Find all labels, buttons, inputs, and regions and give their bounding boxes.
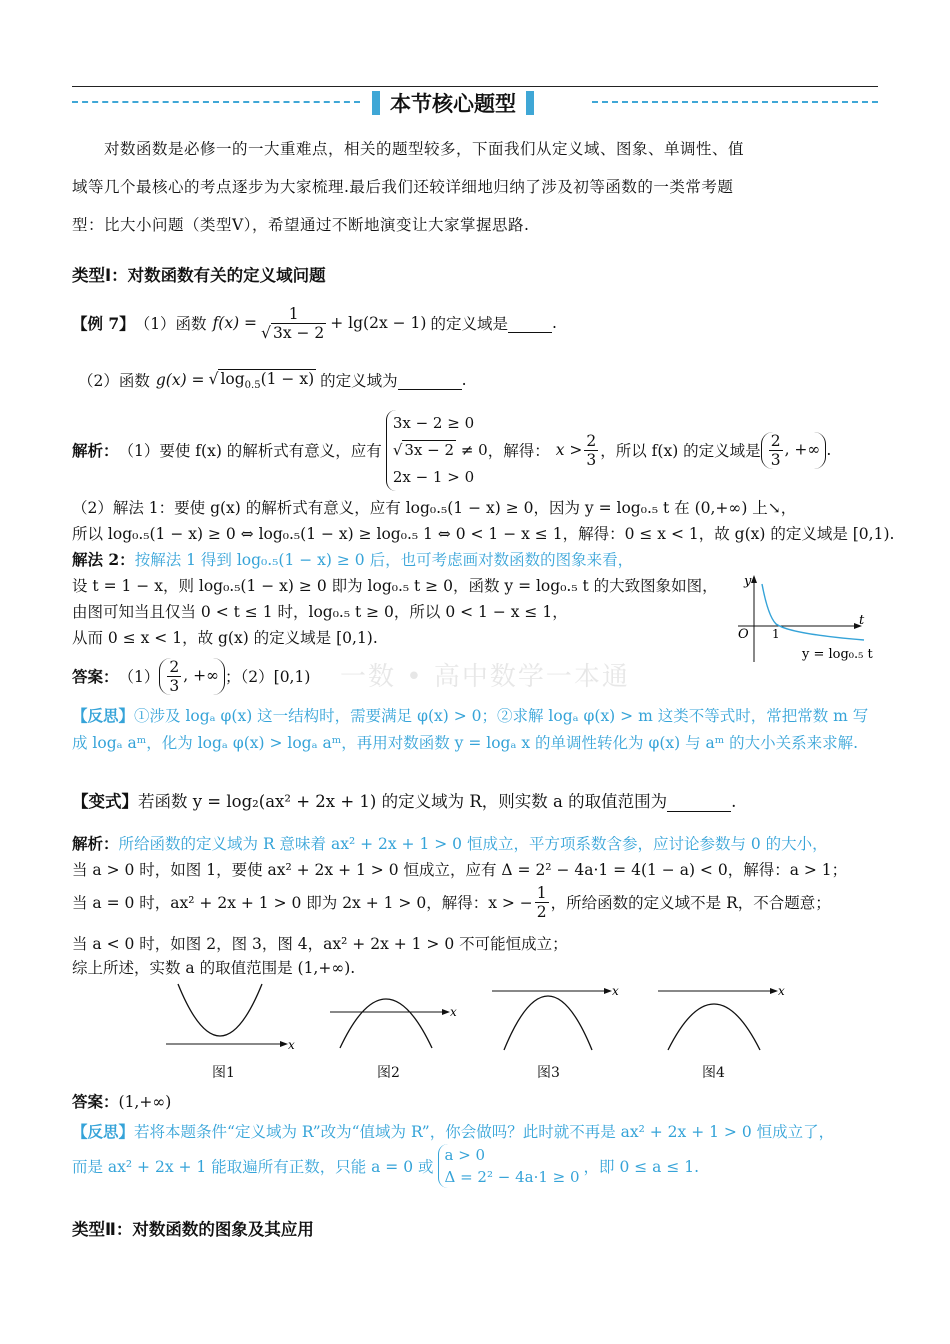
solution-label: 解析： — [72, 441, 119, 460]
answer-part-1-label: （1） — [118, 668, 160, 686]
example-part2-prefix: （2）函数 — [78, 372, 150, 390]
parabola-tangent — [504, 996, 592, 1050]
figure-2-caption: 图2 — [377, 1065, 400, 1081]
fraction-one-half: $\frac{1}{2}$ — [536, 883, 547, 921]
solution-2-line-5: 由图可知当且仅当 0 < t ≤ 1 时，log₀.₅ t ≥ 0，所以 0 < 1 − x ≤ 1， — [72, 603, 568, 621]
radicand: 3x − 2 — [272, 323, 325, 342]
fraction-two-thirds: $\frac{2}{3}$ — [586, 431, 597, 469]
domain-interval: $\frac{2}{3}$ , +∞ — [761, 432, 827, 469]
log-base: 0.5 — [244, 379, 261, 391]
solution-2-line-3 — [72, 548, 633, 570]
x-label: x — [450, 1005, 457, 1019]
method-2-hint: 按解法 1 得到 log₀.₅(1 − x) ≥ 0 后，也可考虑画对数函数的图象来看， — [134, 551, 634, 569]
parabola-below — [668, 1004, 760, 1050]
reflection-2-line-2: 而是 ax² + 2x + 1 能取遍所有正数，只能 a = 0 或 a > 0 Δ = 2² − 4a·1 ≥ 0 ，即 0 ≤ a ≤ 1. — [72, 1146, 700, 1186]
fraction-numerator: 1 — [288, 304, 299, 323]
intro-line-2: 域等几个最核心的考点逐步为大家梳理.最后我们还较详细地归纳了涉及初等函数的一类常考题 — [72, 178, 734, 196]
answer-interval: $\frac{2}{3}$ , +∞ — [159, 658, 225, 695]
figure-3-caption: 图3 — [537, 1065, 560, 1081]
example-label: 【例 7】 — [72, 314, 135, 333]
answer-part-2: ；（2）[0,1) — [225, 668, 311, 686]
reflection-1-line-2: 成 logₐ aᵐ，化为 logₐ φ(x) > logₐ aᵐ，再用对数函数 y = logₐ x 的单调性转化为 φ(x) 与 aᵐ 的大小关系来求解. — [72, 734, 859, 752]
intro-paragraph — [72, 130, 882, 244]
x-axis-arrow — [770, 988, 778, 994]
variant-solution-line-3: 当 a = 0 时，ax² + 2x + 1 > 0 即为 2x + 1 > 0，解得：x > − $\frac{1}{2}$ ，所给函数的定义域不是 R，不合题意； — [72, 883, 831, 921]
left-dashed-divider — [72, 101, 360, 103]
variant-solution-line-4: 当 a < 0 时，如图 2，图 3，图 4，ax² + 2x + 1 > 0 不可能恒成立； — [72, 935, 568, 953]
solution-2-line-2: 所以 log₀.₅(1 − x) ≥ 0 ⇔ log₀.₅(1 − x) ≥ log₀.₅ 1 ⇔ 0 < 1 − x ≤ 1，解得：0 ≤ x < 1，故 g(x) 的定义域是 [0,1). — [72, 525, 895, 543]
right-dashed-divider — [592, 101, 878, 103]
title-left-bar — [372, 91, 380, 115]
example-part1-suffix: 的定义域是 — [430, 315, 508, 333]
one-label: 1 — [772, 627, 780, 641]
x-label: x — [778, 984, 785, 998]
reflection-tag: 【反思】 — [72, 706, 135, 725]
answer-2-value: (1,+∞) — [118, 1093, 172, 1111]
fraction-denominator: √ 3x − 2 — [261, 323, 325, 342]
parabola-upward — [178, 984, 262, 1036]
x-label: x — [288, 1038, 295, 1052]
variant-text: 若函数 y = log₂(ax² + 2x + 1) 的定义域为 R，则实数 a 的取值范围为 — [138, 792, 668, 811]
x-axis-arrow — [280, 1041, 288, 1047]
answer-blank-2[interactable] — [398, 371, 462, 390]
reflection-2-line-1 — [72, 1120, 834, 1142]
answer-2-label: 答案： — [72, 1092, 119, 1111]
solution-part-1 — [72, 410, 831, 490]
function-f: f(x) = — [212, 314, 258, 332]
condition-2: √ 3x − 2 ≠ 0 — [392, 440, 488, 459]
figure-2 — [320, 978, 470, 1058]
figure-3 — [486, 978, 636, 1058]
condition-system — [386, 410, 488, 491]
x-axis-arrow — [604, 988, 612, 994]
answer-1 — [72, 656, 310, 696]
x-axis-arrow — [442, 1009, 450, 1015]
figure-4 — [654, 978, 804, 1058]
curve-label: y = log₀.₅ t — [802, 647, 873, 662]
figure-1 — [150, 978, 300, 1058]
example-part1-prefix: （1）函数 — [134, 315, 207, 333]
variant-solution-line-5: 综上所述，实数 a 的取值范围是 (1,+∞). — [72, 959, 356, 977]
example-7-part-1: 【例 7】 （1）函数 f(x) = $\frac{1}{√ 3x - 2}$ + lg(2x − 1) 的定义域是 . — [72, 304, 557, 342]
x-label: x — [612, 984, 619, 998]
intro-line-1: 对数函数是必修一的一大重难点，相关的题型较多，下面我们从定义域、图象、单调性、值 — [104, 140, 745, 158]
reflection-condition-system: a > 0 Δ = 2² − 4a·1 ≥ 0 — [438, 1144, 580, 1188]
variant-solution-line-2: 当 a > 0 时，如图 1，要使 ax² + 2x + 1 > 0 恒成立，应有 Δ = 2² − 4a·1 = 4(1 − a) < 0，解得：a > 1； — [72, 861, 848, 879]
variant-label: 【变式】 — [72, 792, 138, 811]
title-right-bar — [526, 91, 534, 115]
y-axis-arrow — [751, 575, 757, 583]
log-graph — [726, 572, 876, 672]
solution-2-line-6: 从而 0 ≤ x < 1，故 g(x) 的定义域是 [0,1). — [72, 629, 378, 647]
variant-solution-label: 解析： — [72, 834, 119, 853]
answer-blank-1[interactable] — [508, 314, 552, 333]
solution-text-1: （1）要使 f(x) 的解析式有意义，应有 — [118, 442, 382, 460]
fraction-f — [259, 305, 328, 342]
solution-text-2: ，解得： — [487, 442, 550, 460]
parabola-crossing — [340, 999, 432, 1048]
solution-end: . — [826, 441, 832, 459]
variant-answer-blank[interactable] — [667, 793, 731, 812]
condition-1: 3x − 2 ≥ 0 — [392, 413, 475, 432]
example-7-part-2: （2）函数 g(x) = √ $\log_{0.5}(1 - x)$ 的定义域为 . — [78, 369, 467, 391]
solution-2-line-4: 设 t = 1 − x，则 log₀.₅(1 − x) ≥ 0 即为 log₀.₅ t ≥ 0，函数 y = log₀.₅ t 的大致图象如图， — [72, 577, 718, 595]
sqrt-log: √ $\log_{0.5}(1 - x)$ — [208, 369, 315, 391]
page-title: 本节核心题型 — [390, 92, 516, 116]
section-header — [372, 86, 534, 120]
variant-solution-line-1 — [72, 832, 828, 854]
watermark: 一数 • 高中数学一本通 — [340, 662, 630, 692]
t-label: t — [859, 613, 865, 628]
log-argument: (1 − x) — [260, 369, 315, 388]
origin-label: O — [738, 627, 749, 642]
reflection-2-text: 若将本题条件“定义域为 R”改为“值域为 R”，你会做吗？此时就不再是 ax² + 2x + 1 > 0 恒成立了， — [134, 1123, 835, 1141]
variant-question: 【变式】若函数 y = log₂(ax² + 2x + 1) 的定义域为 R，则实数 a 的取值范围为 . — [72, 792, 737, 811]
reflection-1-text: ①涉及 logₐ φ(x) 这一结构时，需要满足 φ(x) > 0；②求解 logₐ φ(x) > m 这类不等式时，常把常数 m 写 — [134, 707, 869, 725]
function-g: g(x) = — [155, 371, 205, 389]
reflection-1-line-1 — [72, 704, 868, 726]
section-2-title: 类型Ⅱ：对数函数的图象及其应用 — [72, 1220, 314, 1239]
figure-1-caption: 图1 — [212, 1065, 235, 1081]
lg-term: + lg(2x − 1) — [330, 314, 427, 332]
reflection-2-tag: 【反思】 — [72, 1122, 135, 1141]
method-2-label: 解法 2： — [72, 550, 135, 569]
condition-3: 2x − 1 > 0 — [392, 467, 475, 486]
figure-4-caption: 图4 — [702, 1065, 725, 1081]
example-part2-suffix: 的定义域为 — [320, 372, 398, 390]
answer-2 — [72, 1090, 171, 1112]
solution-text-3: ，所以 f(x) 的定义域是 — [600, 442, 761, 460]
y-label: y — [744, 574, 752, 589]
intro-line-3: 型：比大小问题（类型Ⅴ），希望通过不断地演变让大家掌握思路. — [72, 216, 530, 234]
variant-solution-hint: 所给函数的定义域为 R 意味着 ax² + 2x + 1 > 0 恒成立，平方项系数含参，应讨论参数与 0 的大小， — [118, 835, 828, 853]
answer-label: 答案： — [72, 667, 119, 686]
solution-2-line-1: （2）解法 1：要使 g(x) 的解析式有意义，应有 log₀.₅(1 − x) ≥ 0，因为 y = log₀.₅ t 在 (0,+∞) 上↘， — [72, 499, 797, 517]
result-prefix: x > — [555, 441, 583, 459]
section-1-title: 类型Ⅰ：对数函数有关的定义域问题 — [72, 266, 326, 285]
